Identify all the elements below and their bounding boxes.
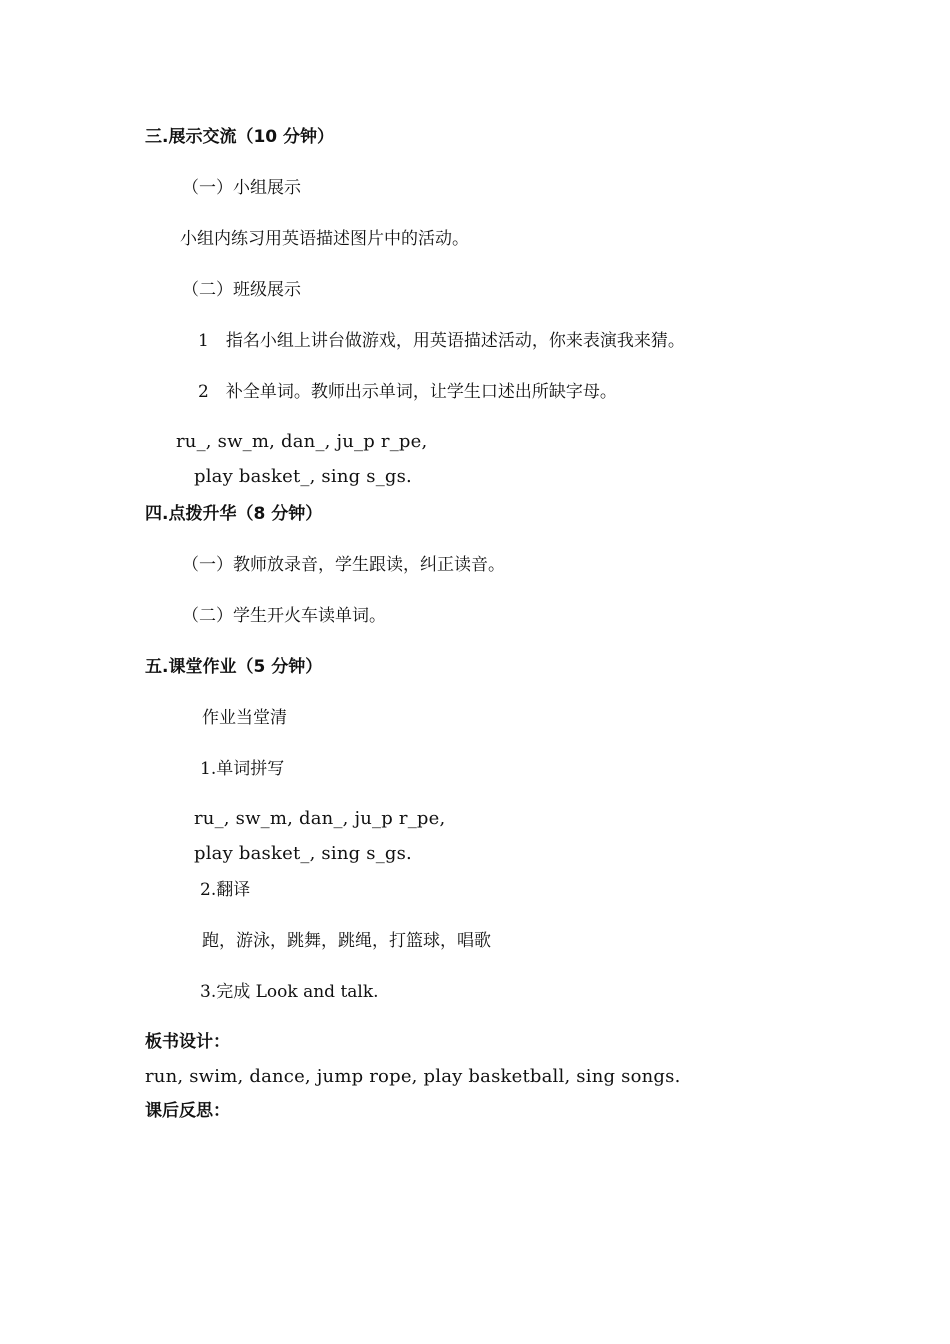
- section4-sub1: （一）教师放录音，学生跟读，纠正读音。: [182, 555, 505, 575]
- section3-item2: 2 补全单词。教师出示单词，让学生口述出所缺字母。: [198, 382, 617, 402]
- section4-sub2: （二）学生开火车读单词。: [182, 606, 386, 626]
- section4-heading: 四.点拨升华（8 分钟）: [145, 504, 323, 524]
- section3-words-line1: ru_, sw_m, dan_, ju_p r_pe,: [176, 431, 428, 452]
- section5-task3: 3.完成 Look and talk.: [200, 982, 379, 1002]
- section5-task2: 2.翻译: [200, 880, 251, 900]
- section5-intro: 作业当堂清: [202, 708, 287, 728]
- section5-heading: 五.课堂作业（5 分钟）: [145, 657, 323, 677]
- section3-words-line2: play basket_, sing s_gs.: [194, 466, 412, 487]
- section5-words-line2: play basket_, sing s_gs.: [194, 843, 412, 864]
- section5-task2-text: 跑，游泳，跳舞，跳绳，打篮球，唱歌: [202, 931, 491, 951]
- section3-sub1-text: 小组内练习用英语描述图片中的活动。: [180, 229, 469, 249]
- reflection-heading: 课后反思：: [145, 1101, 230, 1121]
- section5-words-line1: ru_, sw_m, dan_, ju_p r_pe,: [194, 808, 446, 829]
- board-heading: 板书设计：: [145, 1032, 230, 1052]
- board-content: run, swim, dance, jump rope, play basketball, sing songs.: [145, 1066, 681, 1087]
- section3-item1: 1 指名小组上讲台做游戏，用英语描述活动，你来表演我来猜。: [198, 331, 685, 351]
- section3-sub1: （一）小组展示: [182, 178, 301, 198]
- section3-sub2: （二）班级展示: [182, 280, 301, 300]
- section5-task1: 1.单词拼写: [200, 759, 285, 779]
- section3-heading: 三.展示交流（10 分钟）: [145, 127, 335, 147]
